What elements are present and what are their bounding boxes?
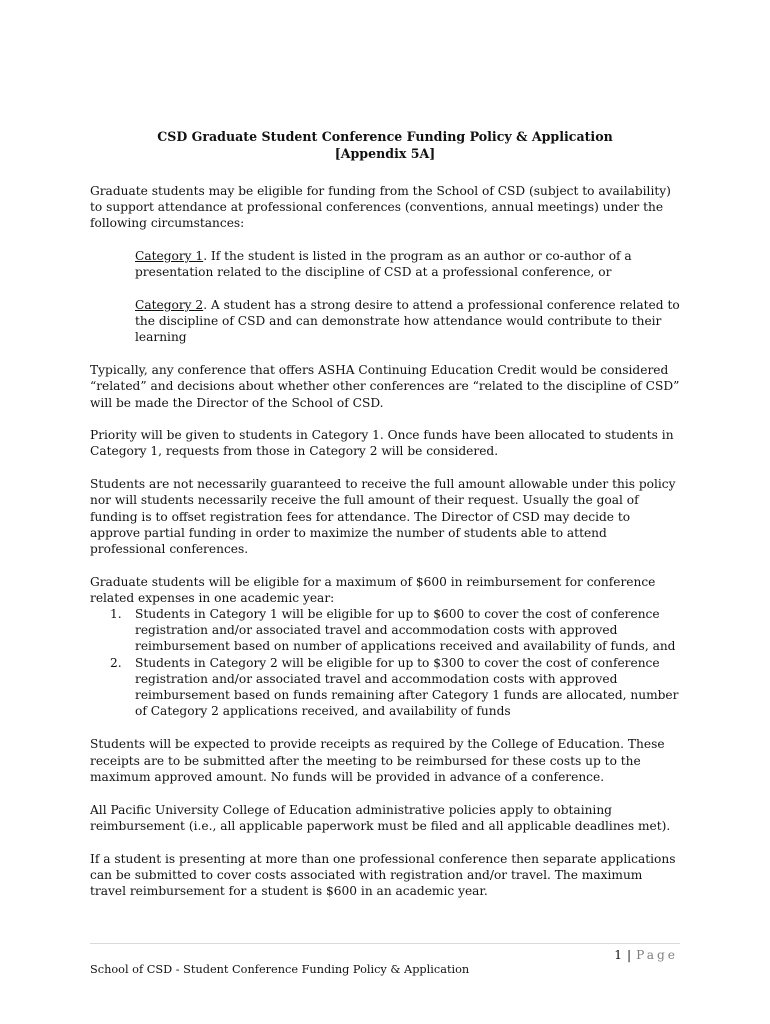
priority-paragraph: Priority will be given to students in Category 1. Once funds have been allocated to students in Category 1, requests from those in Category 2 will be considered. (90, 428, 674, 459)
list-item-number: 2. (110, 655, 122, 670)
page-number (614, 947, 678, 963)
eligibility-list (90, 606, 680, 719)
page-word: Page (636, 948, 678, 962)
footer-divider (90, 943, 680, 944)
list-item-text: Students in Category 1 will be eligible for up to $600 to cover the cost of conference registration and/or associated travel and accommodation costs with approved reimbursement based on number of applications received and availability of funds, and (135, 607, 676, 654)
category-2-text: . A student has a strong desire to attend a professional conference related to the discipline of CSD and can demonstrate how attendance would contribute to their learning (135, 298, 680, 345)
guarantee-paragraph: Students are not necessarily guaranteed to receive the full amount allowable under this policy nor will students necessarily receive the full amount of their request. Usually the goal of funding is to offset registration fees for attendance. The Director of CSD may decide to approve partial funding in order to maximize the number of students able to attend professional conferences. (90, 477, 676, 556)
receipts-paragraph: Students will be expected to provide receipts as required by the College of Education. These receipts are to be submitted after the meeting to be reimbursed for these costs up to the maximum approved amount. No funds will be provided in advance of a conference. (90, 737, 665, 784)
category-2-item (135, 297, 680, 346)
related-paragraph: Typically, any conference that offers ASHA Continuing Education Credit would be considered “related” and decisions about whether other conferences are “related to the discipline of CSD” will be made the Director of the School of CSD. (90, 363, 680, 410)
category-2-label: Category 2 (135, 298, 204, 313)
document-title (90, 128, 680, 162)
maximum-paragraph: Graduate students will be eligible for a maximum of $600 in reimbursement for conference related expenses in one academic year: (90, 574, 656, 605)
category-1-text: . If the student is listed in the program as an author or co-author of a presentation related to the discipline of CSD at a professional conference, or (135, 249, 632, 280)
category-1-label: Category 1 (135, 249, 204, 264)
title-line-1: CSD Graduate Student Conference Funding Policy & Application (157, 129, 613, 144)
category-1-item (135, 248, 680, 280)
footer-text: School of CSD - Student Conference Funding Policy & Application (90, 963, 470, 976)
list-item-text: Students in Category 2 will be eligible for up to $300 to cover the cost of conference registration and/or associated travel and accommodation costs with approved reimbursement based on funds remaining after Category 1 funds are allocated, number of Category 2 applications received, and availability of funds (135, 655, 679, 719)
list-item (90, 606, 680, 655)
list-item-number: 1. (110, 607, 122, 622)
multiple-conferences-paragraph: If a student is presenting at more than one professional conference then separate applications can be submitted to cover costs associated with registration and/or travel. The maximum travel reimbursement for a student is $600 in an academic year. (90, 851, 676, 898)
list-item (90, 655, 680, 720)
intro-paragraph: Graduate students may be eligible for funding from the School of CSD (subject to availability) to support attendance at professional conferences (conventions, annual meetings) under the following circumstances: (90, 184, 671, 231)
title-line-2: [Appendix 5A] (334, 146, 436, 161)
page-number-value: 1 (614, 948, 622, 962)
document-body (90, 128, 680, 916)
policies-paragraph: All Pacific University College of Education administrative policies apply to obtaining reimbursement (i.e., all applicable paperwork must be filed and all applicable deadlines met). (90, 802, 671, 833)
page-number-separator: | (626, 948, 632, 962)
